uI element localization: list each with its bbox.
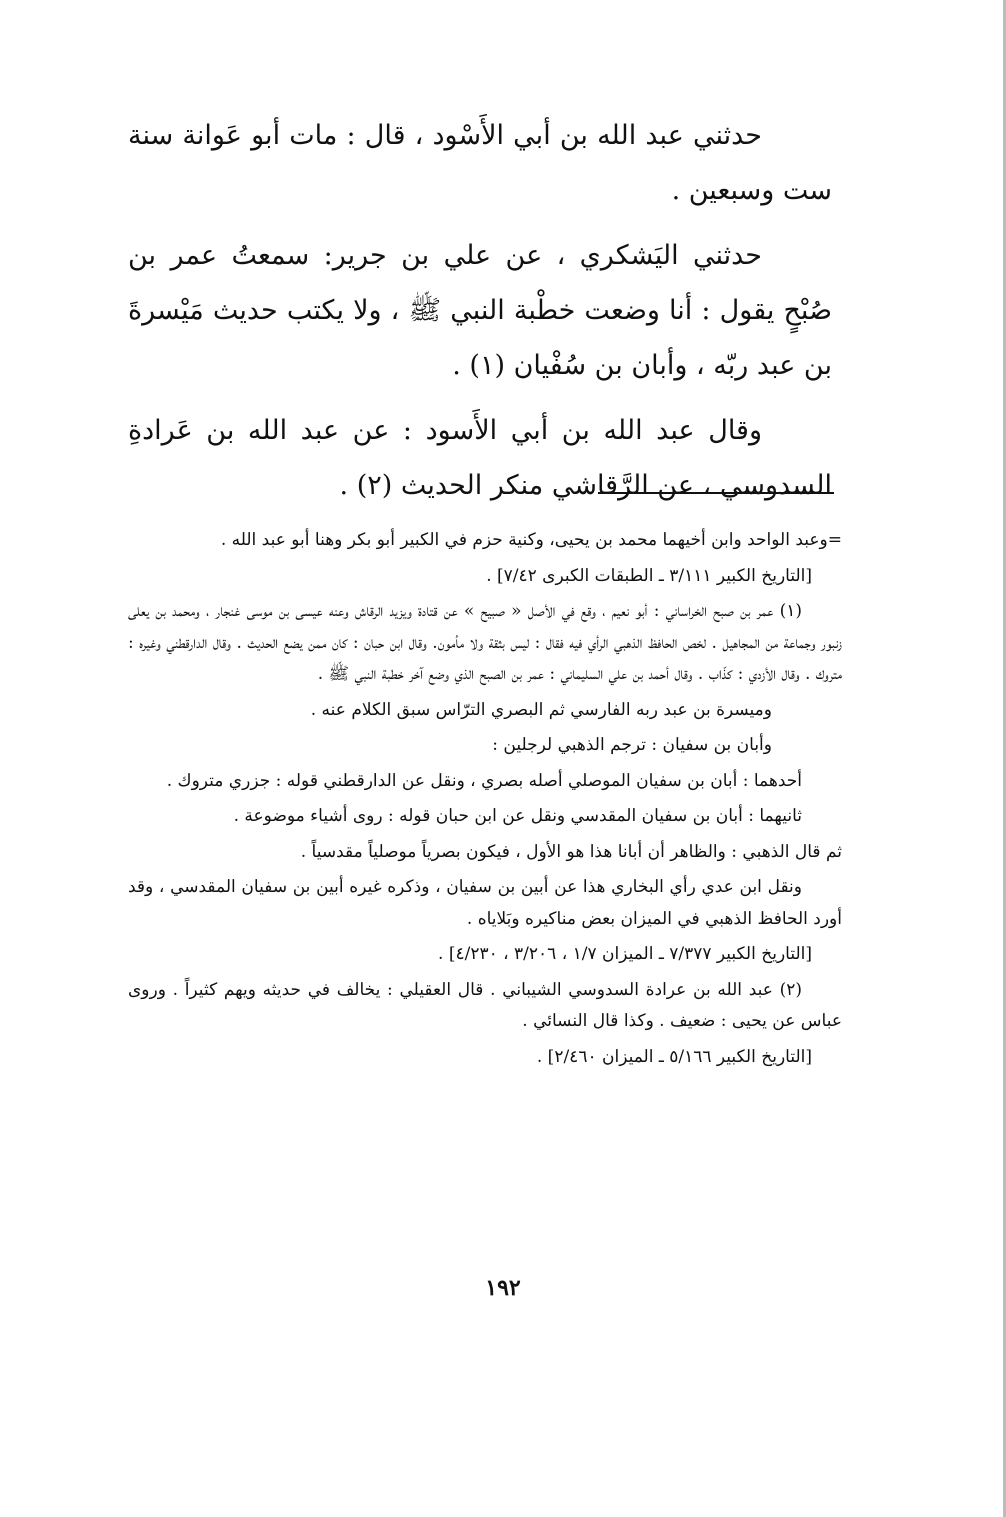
footnote-1-aban: وأبان بن سفيان : ترجم الذهبي لرجلين : — [492, 735, 772, 755]
footnote-reference: [التاريخ الكبير ٥/١٦٦ ـ الميزان ٢/٤٦٠] . — [536, 1046, 812, 1067]
footnote-1-second: ثانيهما : أبان بن سفيان المقدسي ونقل عن ابن حبان قوله : روى أشياء موضوعة . — [233, 806, 802, 826]
footnote-reference: [التاريخ الكبير ٧/٣٧٧ ـ الميزان ١/٧ ، ٣/٢٠٦ ، ٤/٢٣٠] . — [438, 944, 812, 964]
footnote-1-first: أحدهما : أبان بن سفيان الموصلي أصله بصري ، ونقل عن الدارقطني قوله : جزري متروك . — [166, 770, 802, 791]
footnote-divider — [598, 492, 834, 494]
page-number: ١٩٢ — [485, 1275, 521, 1301]
footnote-reference: [التاريخ الكبير ٣/١١١ ـ الطبقات الكبرى ٧/٤٢] . — [486, 565, 812, 586]
footnotes-section — [128, 525, 842, 1077]
footnote-1-ibnadi: ونقل ابن عدي رأي البخاري هذا عن أبين بن سفيان ، وذكره غيره أبين بن سفيان المقدسي ، وقد أورد الحافظ الذهبي في الميزان بعض مناكيره وبَلاياه . — [128, 877, 842, 929]
footnote-1-dhahabi: ثم قال الذهبي : والظاهر أن أبانا هذا هو الأول ، فيكون بصرياً موصلياً مقدسياً . — [300, 841, 842, 862]
main-text-body — [128, 108, 832, 523]
main-paragraph: حدثني اليَشكري ، عن علي بن جرير: سمعتُ عمر بن صُبْحٍ يقول : أنا وضعت خطْبة النبي ﷺ ، ولا يكتب حديث مَيْسرةَ بن عبد ربّه ، وأبان بن سُفْيان (١) . — [128, 240, 832, 381]
footnote-1-maysara: وميسرة بن عبد ربه الفارسي ثم البصري الترّاس سبق الكلام عنه . — [310, 699, 772, 720]
footnote-1: (١) عمر بن صبح الخراساني : أبو نعيم ، وقع في الأصل « صبيح » عن قتادة ويزيد الرقاش وعنه عيسى بن موسى غنجار ، ومحمد بن يعلى زنبور وجماعة من المجاهيل . لخص الحافظ الذهبي الرأي فيه فقال : ليس بثقة ولا مأمون. وقال ابن حبان : كان ممن يضع الحديث . وقال الدارقطني وغيره : متروك . وقال الأزدي : كذّاب . وقال أحمد بن علي السليماني : عمر بن الصبح الذي وضع آخر خطبة النبي ﷺ . — [128, 601, 842, 684]
main-paragraph: حدثني عبد الله بن أبي الأَسْود ، قال : مات أبو عَوانة سنة ست وسبعين . — [128, 120, 832, 206]
main-paragraph: وقال عبد الله بن أبي الأَسود : عن عبد الله بن عَرادةِ السدوسي ، عن الرَّقاشي منكر الحديث (٢) . — [128, 415, 832, 501]
footnote-carry-over: =وعبد الواحد وابن أخيهما محمد بن يحيى، وكنية حزم في الكبير أبو بكر وهنا أبو عبد الله . — [220, 530, 842, 550]
footnote-2: (٢) عبد الله بن عرادة السدوسي الشيباني . قال العقيلي : يخالف في حديثه ويهم كثيراً . وروى عباس عن يحيى : ضعيف . وكذا قال النسائي . — [128, 979, 842, 1031]
